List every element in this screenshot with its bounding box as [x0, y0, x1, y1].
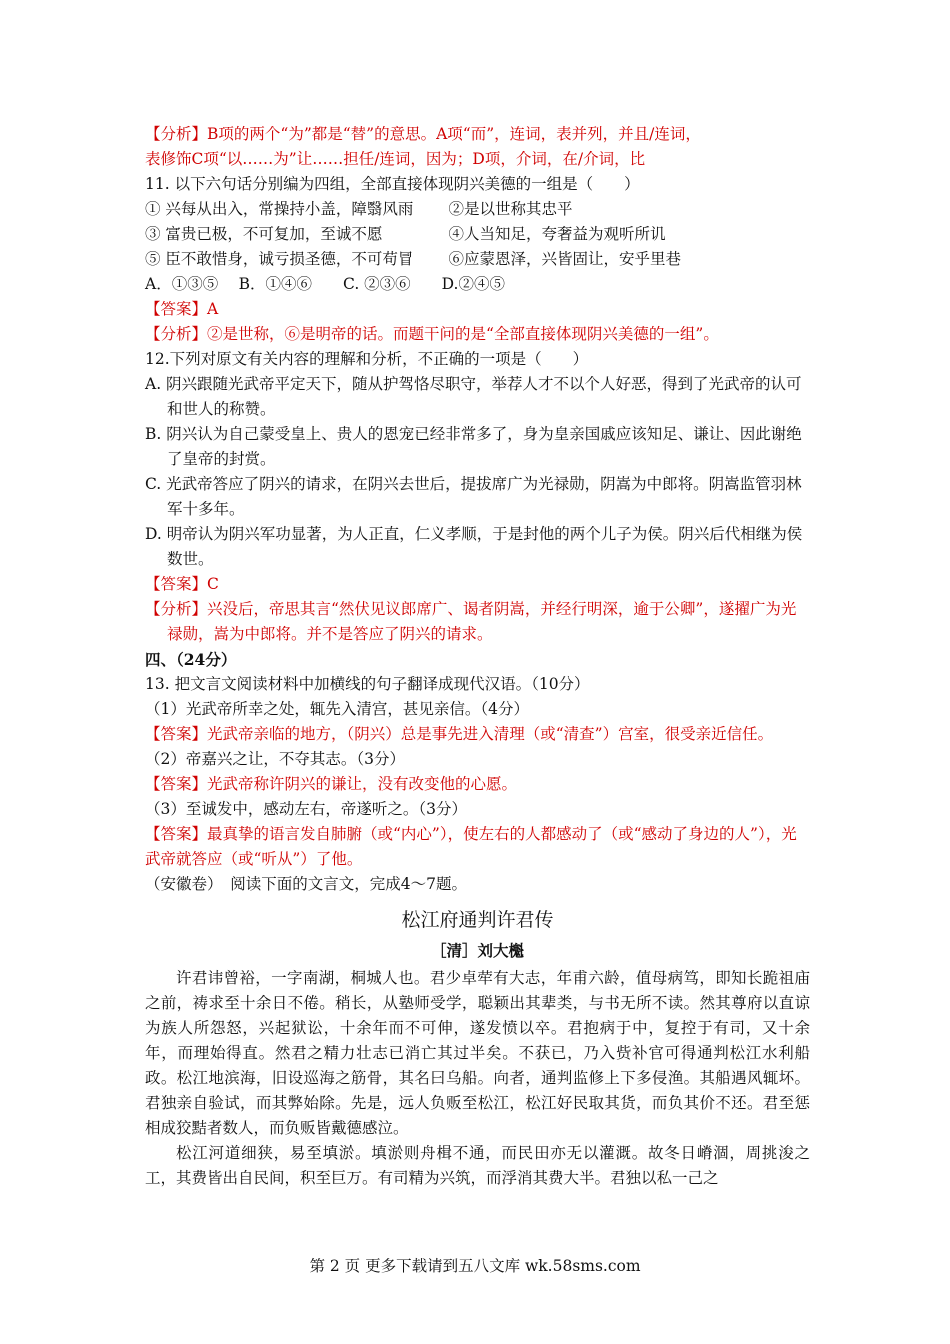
option-5: ⑤ 臣不敢惜身，诚亏损圣德，不可苟冒	[145, 250, 414, 268]
analysis-11: 【分析】②是世称，⑥是明帝的话。而题干问的是“全部直接体现阴兴美德的一组”。	[145, 325, 719, 343]
section-4-heading: 四、（24分）	[145, 650, 237, 669]
option-12-a: A. 阴兴跟随光武帝平定天下，随从护驾恪尽职守，举荐人才不以个人好恶，得到了光武帝的认可和世人的称赞。	[145, 375, 802, 418]
option-3: ③ 富贵已极，不可复加，至诚不愿	[145, 225, 383, 243]
article-author: ［清］刘大櫆	[430, 942, 524, 960]
page-footer: 第 2 页 更多下载请到五八文库 wk.58sms.com	[309, 1257, 641, 1275]
options-row-3	[145, 247, 810, 272]
question-12: 12.下列对原文有关内容的理解和分析，不正确的一项是（ ）	[145, 350, 589, 368]
answer-11: 【答案】A	[145, 300, 219, 318]
article-paragraph-1: 许君讳曾裕，一字南湖，桐城人也。君少卓荦有大志，年甫六龄，值母病笃，即知长跪祖庙之前，祷求至十余日不倦。稍长，从塾师受学，聪颖出其辈类，与书无所不读。然其尊府以直谅为族人所怨怒，兴起狱讼，十余年而不可伸，遂发愤以卒。君抱病于中，复控于有司，又十余年，而理始得直。然君之精力壮志已消亡其过半矣。不获已，乃入赀补官可得通判松江水利船政。松江地滨海，旧设巡海之筋骨，其名曰乌船。向者，通判监修上下多侵渔。其船遇风辄坏。君独亲自验试，而其弊始除。先是，远人负贩至松江，松江好民取其货，而负其价不还。君至惩相成狡黠者数人，而负贩皆戴德感泣。	[145, 969, 810, 1137]
question-13: 13. 把文言文阅读材料中加横线的句子翻译成现代汉语。（10分）	[145, 675, 590, 693]
question-13-3: （3）至诚发中，感动左右，帝遂听之。（3分）	[145, 800, 467, 818]
question-11: 11. 以下六句话分别编为四组，全部直接体现阴兴美德的一组是（ ）	[145, 175, 640, 193]
document-page	[145, 122, 810, 1191]
analysis-10-line1: 【分析】B项的两个“为”都是“替”的意思。A项“而”，连词，表并列，并且/连词，	[145, 125, 701, 143]
analysis-12: 【分析】兴没后，帝思其言“然伏见议郎席广、谒者阴嵩，并经行明深，逾于公卿”，遂擢广为光禄勋，嵩为中郎将。并不是答应了阴兴的请求。	[145, 600, 797, 643]
options-row-1	[145, 197, 810, 222]
option-12-d: D. 明帝认为阴兴军功显著，为人正直，仁义孝顺，于是封他的两个儿子为侯。阴兴后代相继为侯数世。	[145, 525, 803, 568]
choices-11: A．①③⑤ B．①④⑥ C. ②③⑥ D.②④⑤	[145, 275, 505, 293]
option-6: ⑥应蒙恩泽，兴皆固让，安乎里巷	[448, 250, 682, 268]
article-paragraph-2: 松江河道细狭，易至填淤。填淤则舟楫不通，而民田亦无以灌溉。故冬日嵴涸，周挑浚之工，其费皆出自民间，积至巨万。有司精为兴筑，而浮消其费大半。君独以私一己之	[145, 1144, 810, 1187]
question-13-2: （2）帝嘉兴之让，不夺其志。（3分）	[145, 750, 405, 768]
analysis-10-line2: 表修饰C项“以……为”让……担任/连词，因为；D项，介词，在/介词，比	[145, 150, 646, 168]
option-2: ②是以世称其忠平	[448, 200, 573, 218]
answer-13-3: 【答案】最真挚的语言发自肺腑（或“内心”），使左右的人都感动了（或“感动了身边的人”），光武帝就答应（或“听从”）了他。	[145, 825, 797, 868]
option-1: ① 兴每从出入，常操持小盖，障翳风雨	[145, 200, 414, 218]
anhui-instruction: （安徽卷） 阅读下面的文言文，完成4～7题。	[145, 875, 467, 893]
option-4: ④人当知足，夸奢益为观听所讥	[448, 225, 666, 243]
option-12-b: B. 阴兴认为自己蒙受皇上、贵人的恩宠已经非常多了，身为皇亲国戚应该知足、谦让、因此谢绝了皇帝的封赏。	[145, 425, 802, 468]
answer-12: 【答案】C	[145, 575, 219, 593]
question-13-1: （1）光武帝所幸之处，辄先入清宫，甚见亲信。（4分）	[145, 700, 529, 718]
answer-13-1: 【答案】光武帝亲临的地方，（阴兴）总是事先进入清理（或“清查”）宫室，很受亲近信任。	[145, 725, 774, 743]
options-row-2	[145, 222, 810, 247]
answer-13-2: 【答案】光武帝称许阴兴的谦让，没有改变他的心愿。	[145, 775, 518, 793]
option-12-c: C. 光武帝答应了阴兴的请求，在阴兴去世后，提拔席广为光禄勋，阴嵩为中郎将。阴嵩监管羽林军十多年。	[145, 475, 802, 518]
article-title: 松江府通判许君传	[401, 909, 554, 931]
